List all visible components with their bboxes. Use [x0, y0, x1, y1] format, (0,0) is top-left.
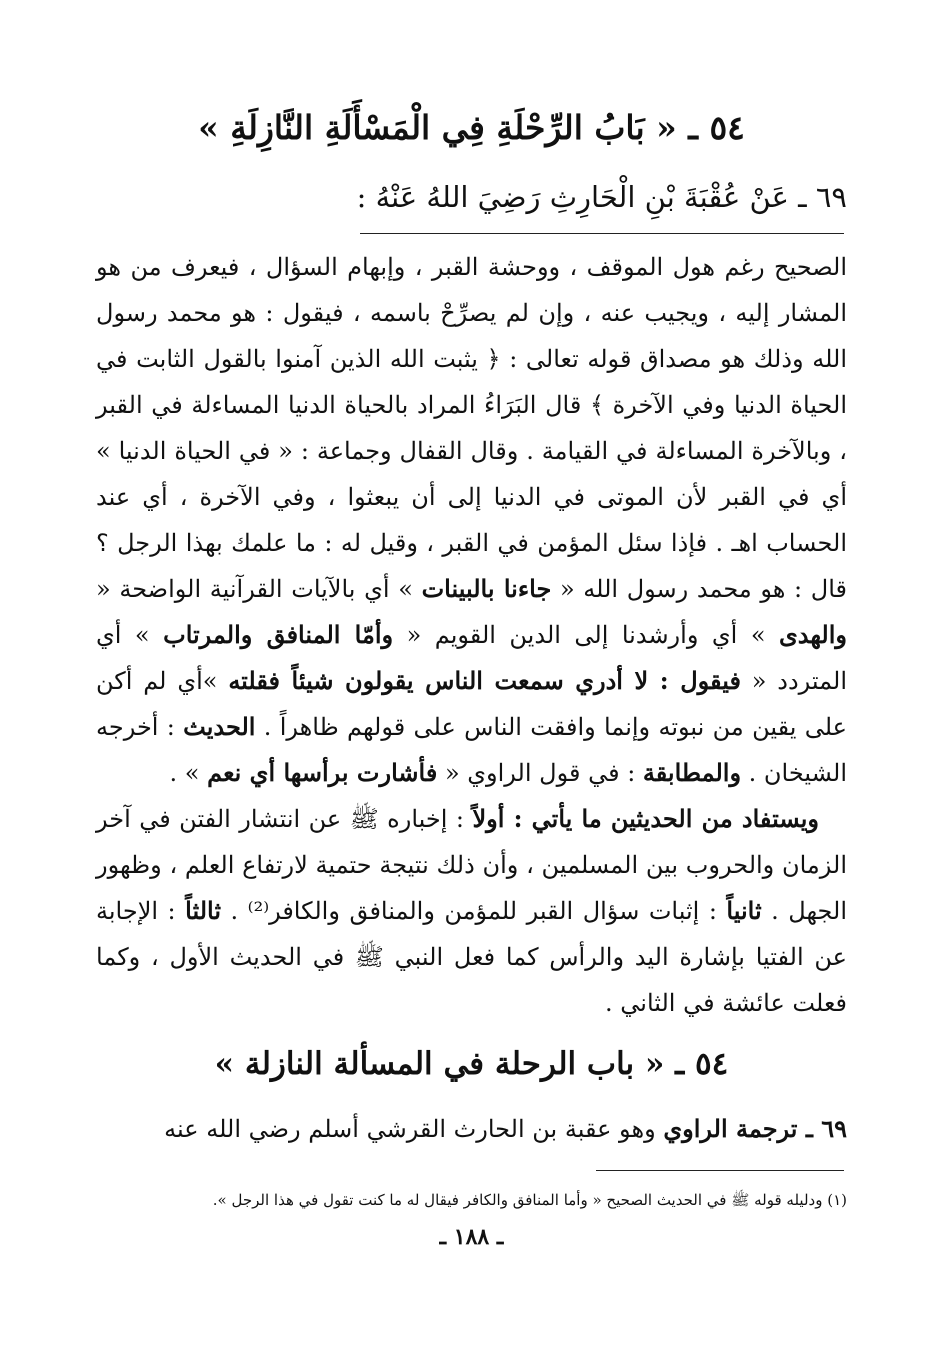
- text-run: : إخباره ﷺ عن انتشار الفتن في آخر الزمان والحروب بين المسلمين ، وأن ذلك نتيجة حتمية لارتفاع العلم ، وظهور الجهل .: [96, 805, 848, 925]
- bold-phrase: جاءنا بالبينات: [421, 574, 552, 603]
- text-run: الصحيح رغم هول الموقف ، ووحشة القبر ، وإبهام السؤال ، فيعرف من هو المشار إليه ، ويجيب عنه ، وإن لم يصرِّحْ باسمه ، فيقول : هو محمد رسول الله وذلك هو مصداق قوله تعالى : ﴿ يثبت الله الذين آمنوا بالقول الثابت في الحياة الدنيا وفي الآخرة ﴾ قال البَرَاءُ المراد بالحياة الدنيا المساءلة في القبر ، وبالآخرة المساءلة في القيامة . وقال القفال وجماعة : « في الحياة الدنيا » أي في القبر لأن الموتى في الدنيا إلى أن يبعثوا ، وفي الآخرة ، أي عند الحساب اهـ . فإذا سئل المؤمن في القبر ، وقيل له : ما علمك بهذا الرجل ؟ قال : هو محمد رسول الله «: [96, 253, 847, 603]
- hadith-header-underline: [360, 233, 844, 234]
- bold-phrase: فأشارت برأسها أي نعم: [207, 758, 438, 787]
- bold-phrase: ثالثاً: [185, 896, 222, 925]
- bold-phrase: ويستفاد من الحديثين ما يأتي : أولاً: [472, 804, 819, 833]
- text-run: : أخرجه الشيخان .: [96, 713, 847, 787]
- text-run: : إثبات سؤال القبر للمؤمن والمنافق والكافر⁽²⁾ .: [221, 897, 727, 925]
- commentary-paragraph-1: [96, 244, 847, 796]
- chapter-heading: ٥٤ ـ « بَابُ الرِّحْلَةِ فِي الْمَسْأَلَةِ النَّازِلَةِ »: [198, 108, 745, 147]
- bold-phrase: والمطابقة: [642, 758, 742, 787]
- narrator-text: وهو عقبة بن الحارث القرشي أسلم رضي الله عنه: [164, 1115, 664, 1143]
- bold-phrase: وأمّا المنافق والمرتاب: [163, 620, 394, 649]
- section-heading: ٥٤ ـ « باب الرحلة في المسألة النازلة »: [214, 1046, 729, 1082]
- hadith-header: ٦٩ ـ عَنْ عُقْبَةَ بْنِ الْحَارِثِ رَضِيَ اللهُ عَنْهُ :: [356, 180, 847, 214]
- text-run: : الإجابة عن الفتيا بإشارة اليد والرأس كما فعل النبي ﷺ في الحديث الأول ، وكما فعلت عائشة في الثاني .: [96, 897, 847, 1017]
- text-run: » .: [169, 759, 208, 787]
- footnote: (١) ودليله قوله ﷺ في الحديث الصحيح « وأما المنافق والكافر فيقال له ما كنت تقول في هذا الرجل ».: [212, 1191, 847, 1209]
- text-run: » أي وأرشدنا إلى الدين القويم «: [393, 621, 779, 649]
- text-run: » أي بالآيات القرآنية الواضحة «: [96, 575, 422, 603]
- text-run: : في قول الراوي «: [437, 759, 643, 787]
- bold-phrase: ثانياً: [726, 896, 762, 925]
- text-run: » أي المتردد «: [96, 621, 848, 695]
- text-run: »أي لم أكن على يقين من نبوته وإنما وافقت الناس على قولهم ظاهراً .: [96, 667, 847, 741]
- page-number: ـ ١٨٨ ـ: [439, 1224, 504, 1250]
- footnote-divider: [596, 1170, 844, 1171]
- narrator-label: ٦٩ ـ ترجمة الراوي: [663, 1114, 847, 1143]
- narrator-biography: [96, 1114, 847, 1143]
- commentary-text: [96, 244, 847, 1026]
- bold-phrase: والهدى: [778, 620, 847, 649]
- commentary-paragraph-2: [96, 796, 847, 1026]
- bold-phrase: فيقول : لا أدري سمعت الناس يقولون شيئاً فقلته: [228, 666, 741, 695]
- bold-phrase: الحديث: [183, 712, 256, 741]
